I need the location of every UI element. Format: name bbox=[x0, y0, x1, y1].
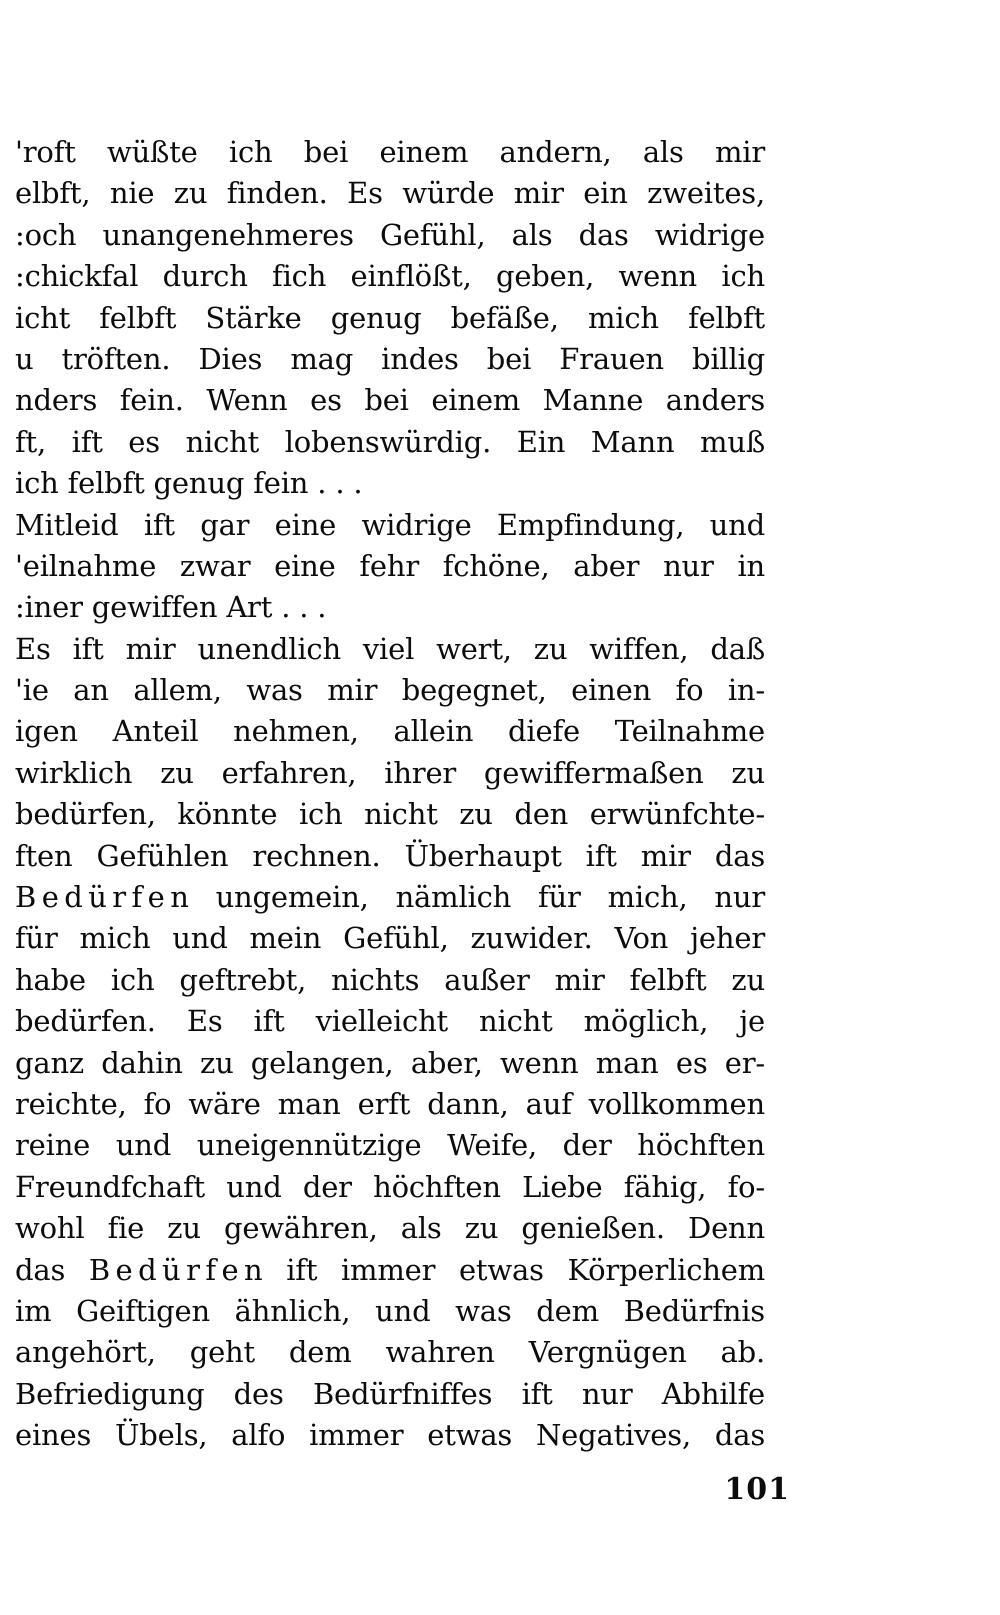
text-line: 'ie an allem, was mir begegnet, einen fo in- bbox=[15, 673, 765, 708]
text-line: nders fein. Wenn es bei einem Manne anders bbox=[15, 383, 765, 418]
text-line: bedürfen, könnte ich nicht zu den erwünfchte- bbox=[15, 797, 765, 832]
text-line: das B e d ü r f e n ift immer etwas Körperlichem bbox=[15, 1252, 765, 1287]
text-line: reichte, fo wäre man erft dann, auf vollkommen bbox=[15, 1086, 765, 1121]
text-line: 'eilnahme zwar eine fehr fchöne, aber nur in bbox=[15, 548, 765, 583]
text-line: reine und uneigennützige Weife, der höchften bbox=[15, 1128, 765, 1163]
page-number: 101 bbox=[724, 1472, 790, 1507]
text-line: ften Gefühlen rechnen. Überhaupt ift mir das bbox=[15, 838, 765, 873]
text-line: 'roft wüßte ich bei einem andern, als mir bbox=[15, 135, 765, 169]
text-line: eines Übels, alfo immer etwas Negatives, das bbox=[15, 1418, 765, 1453]
text-line: B e d ü r f e n ungemein, nämlich für mich, nur bbox=[15, 880, 765, 915]
body-text bbox=[15, 132, 765, 1457]
text-line: im Geiftigen ähnlich, und was dem Bedürfnis bbox=[15, 1293, 765, 1328]
text-line: Freundfchaft und der höchften Liebe fähig, fo- bbox=[15, 1169, 765, 1204]
text-line: bedürfen. Es ift vielleicht nicht möglich, je bbox=[15, 1004, 765, 1039]
text-line: für mich und mein Gefühl, zuwider. Von jeher bbox=[15, 921, 765, 956]
text-line: wirklich zu erfahren, ihrer gewiffermaßen zu bbox=[15, 755, 765, 790]
text-line: wohl fie zu gewähren, als zu genießen. Denn bbox=[15, 1211, 765, 1246]
text-line: icht felbft Stärke genug befäße, mich felbft bbox=[15, 300, 765, 335]
text-line: Mitleid ift gar eine widrige Empfindung, und bbox=[15, 507, 765, 542]
text-line: u tröften. Dies mag indes bei Frauen billig bbox=[15, 341, 765, 376]
text-line: ich felbft genug fein . . . bbox=[15, 466, 363, 501]
text-line: Befriedigung des Bedürfniffes ift nur Abhilfe bbox=[15, 1376, 765, 1411]
text-line: ft, ift es nicht lobenswürdig. Ein Mann muß bbox=[15, 424, 765, 459]
text-line: angehört, geht dem wahren Vergnügen ab. bbox=[15, 1335, 765, 1370]
text-line: habe ich geftrebt, nichts außer mir felbft zu bbox=[15, 962, 765, 997]
text-line: ganz dahin zu gelangen, aber, wenn man es er- bbox=[15, 1045, 765, 1080]
text-line: elbft, nie zu finden. Es würde mir ein zweites, bbox=[15, 176, 765, 211]
text-line: :chickfal durch fich einflößt, geben, wenn ich bbox=[15, 259, 765, 294]
text-line: Es ift mir unendlich viel wert, zu wiffen, daß bbox=[15, 631, 765, 666]
text-line: :iner gewiffen Art . . . bbox=[15, 590, 327, 625]
text-line: :och unangenehmeres Gefühl, als das widrige bbox=[15, 217, 765, 252]
text-line: igen Anteil nehmen, allein diefe Teilnahme bbox=[15, 714, 765, 749]
